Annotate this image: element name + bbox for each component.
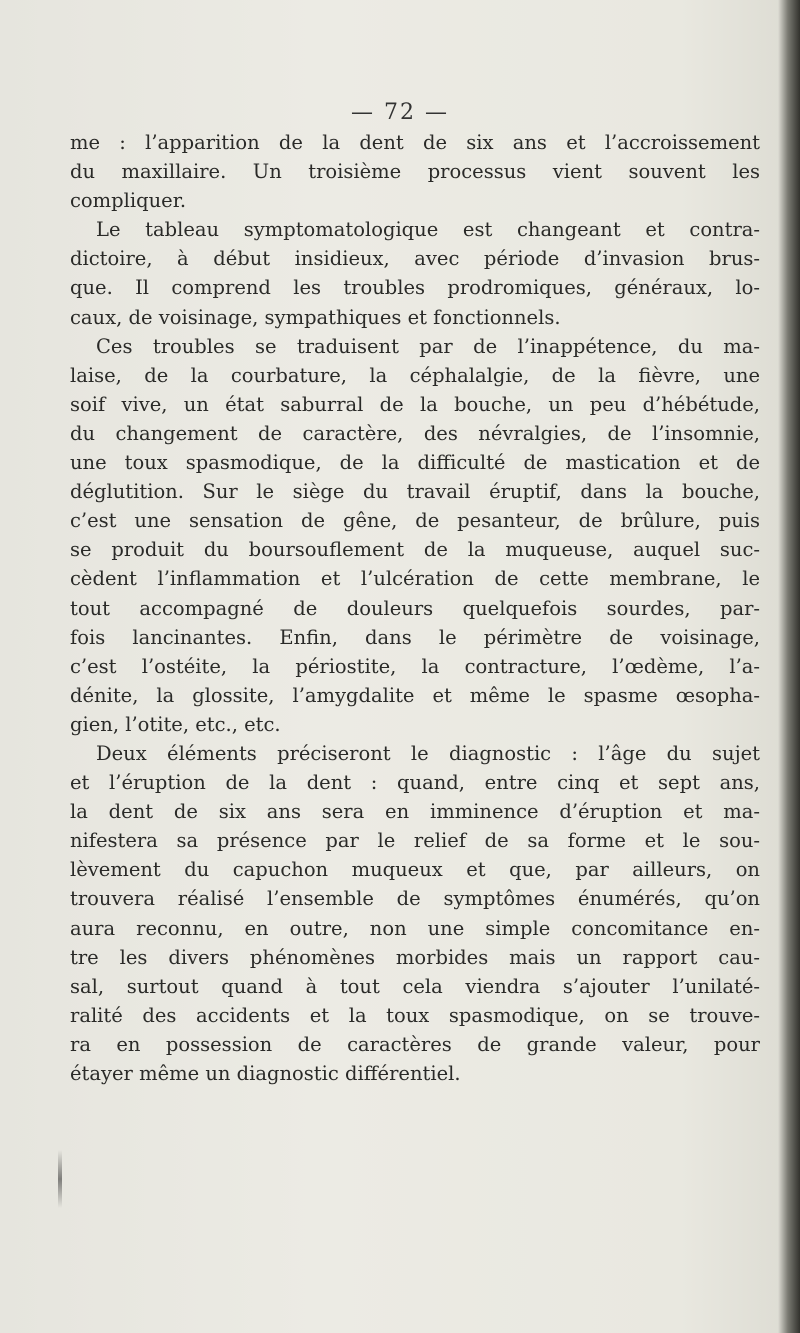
text-line: fois lancinantes. Enfin, dans le périmètre de voisinage, — [70, 625, 760, 649]
text-line: c’est l’ostéite, la périostite, la contracture, l’œdème, l’a- — [70, 654, 760, 678]
text-line: Deux éléments préciseront le diagnostic : l’âge du sujet — [96, 741, 760, 765]
text-line: sal, surtout quand à tout cela viendra s’ajouter l’unilaté- — [70, 974, 760, 998]
text-line: étayer même un diagnostic différentiel. — [70, 1062, 461, 1085]
text-line: tout accompagné de douleurs quelquefois sourdes, par- — [70, 596, 760, 620]
text-line: du changement de caractère, des névralgies, de l’insomnie, — [70, 421, 760, 445]
page-number: — 72 — — [351, 100, 449, 125]
text-line: lèvement du capuchon muqueux et que, par ailleurs, on — [70, 858, 760, 882]
text-line: et l’éruption de la dent : quand, entre cinq et sept ans, — [70, 771, 760, 795]
text-line: du maxillaire. Un troisième processus vient souvent les — [70, 160, 760, 184]
text-line: tre les divers phénomènes morbides mais un rapport cau- — [70, 945, 760, 969]
text-line: déglutition. Sur le siège du travail éruptif, dans la bouche, — [70, 480, 760, 504]
text-line: soif vive, un état saburral de la bouche, un peu d’hébétude, — [70, 392, 760, 416]
text-line: laise, de la courbature, la céphalalgie, de la fièvre, une — [70, 363, 760, 387]
text-line: une toux spasmodique, de la difficulté de mastication et de — [70, 451, 760, 475]
text-line: me : l’apparition de la dent de six ans et l’accroissement — [70, 131, 760, 154]
text-line: c’est une sensation de gêne, de pesanteur, de brûlure, puis — [70, 509, 760, 533]
text-line: aura reconnu, en outre, non une simple concomitance en- — [70, 916, 760, 940]
text-line: la dent de six ans sera en imminence d’éruption et ma- — [70, 800, 760, 824]
text-line: dictoire, à début insidieux, avec période d’invasion brus- — [70, 247, 760, 271]
text-line: se produit du boursouflement de la muqueuse, auquel suc- — [70, 538, 760, 562]
text-line: compliquer. — [70, 189, 187, 213]
text-line: trouvera réalisé l’ensemble de symptômes énumérés, qu’on — [70, 887, 760, 911]
text-line: nifestera sa présence par le relief de sa forme et le sou- — [70, 829, 760, 853]
text-line: dénite, la glossite, l’amygdalite et même le spasme œsopha- — [70, 683, 760, 707]
binding-edge-shadow — [778, 0, 800, 1333]
text-line: ralité des accidents et la toux spasmodique, on se trouve- — [70, 1003, 760, 1027]
text-line: caux, de voisinage, sympathiques et fonctionnels. — [70, 305, 561, 329]
margin-mark — [58, 1150, 62, 1208]
text-line: que. Il comprend les troubles prodromiques, généraux, lo- — [70, 276, 760, 300]
text-line: Le tableau symptomatologique est changeant et contra- — [96, 218, 760, 242]
text-line: Ces troubles se traduisent par de l’inappétence, du ma- — [96, 334, 760, 358]
text-line: gien, l’otite, etc., etc. — [70, 712, 281, 736]
text-line: cèdent l’inflammation et l’ulcération de cette membrane, le — [70, 567, 760, 591]
body-text — [70, 128, 760, 1088]
text-line: ra en possession de caractères de grande valeur, pour — [70, 1032, 760, 1056]
